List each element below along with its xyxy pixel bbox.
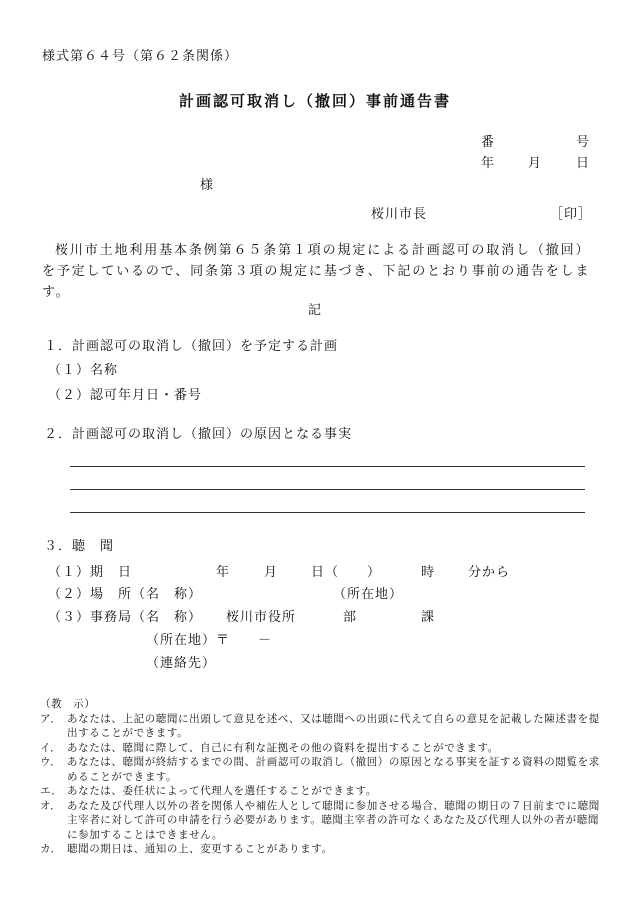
notice-item-mark: オ． [40, 799, 62, 812]
date-day-label: 日 [576, 156, 591, 171]
hearing-date-label: （１）期 日 [48, 565, 133, 580]
seal-placeholder: ［印］ [550, 207, 593, 222]
issuer-name: 桜川市長 [371, 207, 428, 222]
fact-blank-line [70, 489, 585, 490]
hearing-hour-label: 時 [421, 565, 436, 580]
notice-item-text: あなたは、委任状によって代理人を選任することができます。 [67, 785, 377, 797]
number-suffix: 号 [576, 135, 591, 150]
notice-item [40, 784, 600, 799]
addressee-honorific: 様 [200, 178, 215, 193]
fact-blank-line [70, 512, 585, 513]
secretariat-office: 桜川市役所 [226, 610, 297, 625]
body-paragraph: 桜川市土地利用基本条例第６５条第１項の規定による計画認可の取消し（撤回）を予定しているので、同条第３項の規定に基づき、下記のとおり事前の通告をします。 [42, 243, 590, 300]
section-1-item-name: （１）名称 [48, 363, 119, 378]
notice-item-mark: イ． [40, 741, 62, 754]
notice-item-mark: ア． [40, 712, 62, 725]
notice-item-text: 聴聞の期日は、通知の上、変更することがあります。 [67, 843, 333, 855]
hearing-day-label: 日（ ） [311, 565, 382, 580]
section-1-heading: １．計画認可の取消し（撤回）を予定する計画 [44, 339, 339, 354]
notice-item-mark: カ． [40, 843, 62, 855]
date-year-label: 年 [481, 156, 496, 171]
section-3-heading: ３．聴 聞 [44, 539, 115, 554]
notice-item-text: あなたは、聴聞に際して、自己に有利な証拠その他の資料を提出することができます。 [67, 741, 499, 754]
notice-item [40, 799, 600, 843]
section-1-item-date-number: （２）認可年月日・番号 [48, 388, 203, 403]
secretariat-department-label: 部 [343, 610, 358, 625]
secretariat-label: （３）事務局（名 称） [48, 610, 203, 625]
hearing-place-label: （２）場 所（名 称） [48, 587, 203, 602]
hearing-place-address-label: （所在地） [333, 587, 404, 602]
secretariat-section-label: 課 [421, 610, 436, 625]
notice-item [40, 755, 600, 784]
notice-item-text: あなた及び代理人以外の者を関係人や補佐人として聴聞に参加させる場合、聴聞の期日の７日前までに聴聞主宰者に対して許可の申請を行う必要があります。聴聞主宰者の許可なくあなた及び代理人以外の者が聴聞に参加することはできません。 [67, 799, 600, 841]
number-label: 番 [481, 135, 496, 150]
document-title: 計画認可取消し（撤回）事前通告書 [178, 92, 451, 110]
fact-blank-line [70, 466, 585, 467]
form-number: 様式第６４号（第６２条関係） [42, 49, 239, 64]
notice-item-mark: ウ． [40, 756, 62, 768]
secretariat-contact-label: （連絡先） [146, 656, 217, 671]
notice-item [40, 741, 600, 756]
notice-heading: （教 示） [40, 698, 96, 710]
hearing-month-label: 月 [264, 565, 279, 580]
notice-block [40, 697, 600, 857]
notice-item [40, 712, 600, 741]
hearing-year-label: 年 [216, 565, 231, 580]
section-2-heading: ２．計画認可の取消し（撤回）の原因となる事実 [44, 427, 353, 442]
date-month-label: 月 [528, 156, 543, 171]
notice-item-text: あなたは、聴聞が終結するまでの間、計画認可の取消し（撤回）の原因となる事実を証する資料の閲覧を求めることができます。 [67, 756, 600, 783]
notice-item-text: あなたは、上記の聴聞に出頭して意見を述べ、又は聴聞への出頭に代えて自らの意見を記載した陳述書を提出することができます。 [67, 712, 600, 739]
postal-code-field: 〒 － [216, 633, 273, 648]
hearing-minute-label: 分から [468, 565, 511, 580]
notice-item [40, 842, 600, 857]
secretariat-address-label: （所在地） [146, 633, 217, 648]
ki-heading: 記 [307, 303, 322, 318]
notice-item-mark: エ． [40, 785, 63, 797]
